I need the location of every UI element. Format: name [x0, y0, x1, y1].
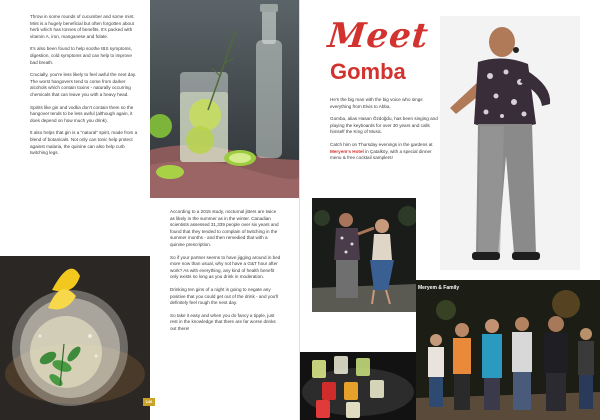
- event-text-pre: Catch him on Thursday evenings in the gardens at: [330, 141, 433, 147]
- family-photo-caption: Meryem & Family: [418, 285, 460, 291]
- page-number: 146: [143, 398, 155, 406]
- cocktails-illustration: [300, 352, 416, 420]
- cocktail-samplers-photo: [300, 352, 416, 420]
- event-text-post: in Çatalköy, with a special dinner menu & free cocktail samplers!: [330, 148, 432, 161]
- right-page: [300, 0, 600, 420]
- profile-text: [330, 97, 438, 168]
- dancing-couple-illustration: [312, 198, 416, 312]
- paragraph: According to a 2015 study, nocturnal jitters are twice as likely in the summer as in the winter. Canadian scientists assessed 31,339 people over six years and found that they tended to complain of twitching in the summer months - and then remedied that with a quinine prescription.: [170, 209, 279, 247]
- paragraph: Throw in some rounds of cucumber and some mint. Mint is a hugely beneficial but often forgotten about herb which has tonnes of benefits. It's packed with vitamin A, iron, manganese and folate.: [30, 14, 135, 39]
- dancing-couple-photo: [312, 198, 416, 312]
- intro-paragraph: He's the big man with the big voice who sings everything from Elvis to Abba.: [330, 97, 423, 109]
- event-paragraph: [330, 142, 438, 162]
- gomba-singer-illustration: [440, 16, 580, 270]
- headline-gomba: Gomba: [330, 59, 406, 84]
- right-column-text: [170, 209, 282, 339]
- paragraph: It's also been found to help soothe IBS symptoms, digestion, cold symptoms and can help to improve bad breath.: [30, 46, 132, 65]
- paragraph: So if your partner seems to have jigging around in bed more now than usual, why not have a G&T hour after work? As with everything, any kind of health benefit only exists so long as you drink in moderation.: [170, 254, 281, 280]
- venue-name: Meryem's Hotel: [330, 148, 364, 154]
- gin-tonic-illustration: [150, 0, 300, 198]
- family-group-illustration: [416, 280, 600, 420]
- paragraph: Spirits like gin and vodka don't contain them so the hangover tends to be less awful (although again, it does depend on how much you drink).: [30, 104, 134, 123]
- paragraph: Drinking ten gins of a night is going to negate any positive that you could get out of the drink - and you'll definitely feel rough the next day.: [170, 286, 279, 306]
- gomba-portrait-photo: [440, 16, 580, 270]
- lemon-mint-drink-photo: [0, 256, 150, 420]
- paragraph: So take it easy and when you do fancy a tipple, just rest in the knowledge that there are far worse drinks out there!: [170, 312, 276, 331]
- left-column-text: [30, 14, 140, 163]
- gin-tonic-photo: [150, 0, 300, 198]
- lemon-mint-illustration: [0, 256, 150, 420]
- headline-meet: Meet: [325, 16, 431, 56]
- family-photo: [416, 280, 600, 420]
- paragraph: Crucially, you're less likely to feel awful the next day. The worst hangovers tend to come from darker alcohols which contain toxins - naturally occurring chemicals that can leave you with a heavy head.: [30, 72, 137, 97]
- bio-paragraph: Gomba, alias Hasan Özdoğdu, has been singing and playing the keyboards for over 30 years and calls himself the King of Music.: [330, 116, 438, 135]
- paragraph: It also helps that gin is a "natural" spirit, made from a blend of botanicals. Not only can tonic help protect against malaria, the quinine can also help curb twitching legs.: [30, 130, 138, 156]
